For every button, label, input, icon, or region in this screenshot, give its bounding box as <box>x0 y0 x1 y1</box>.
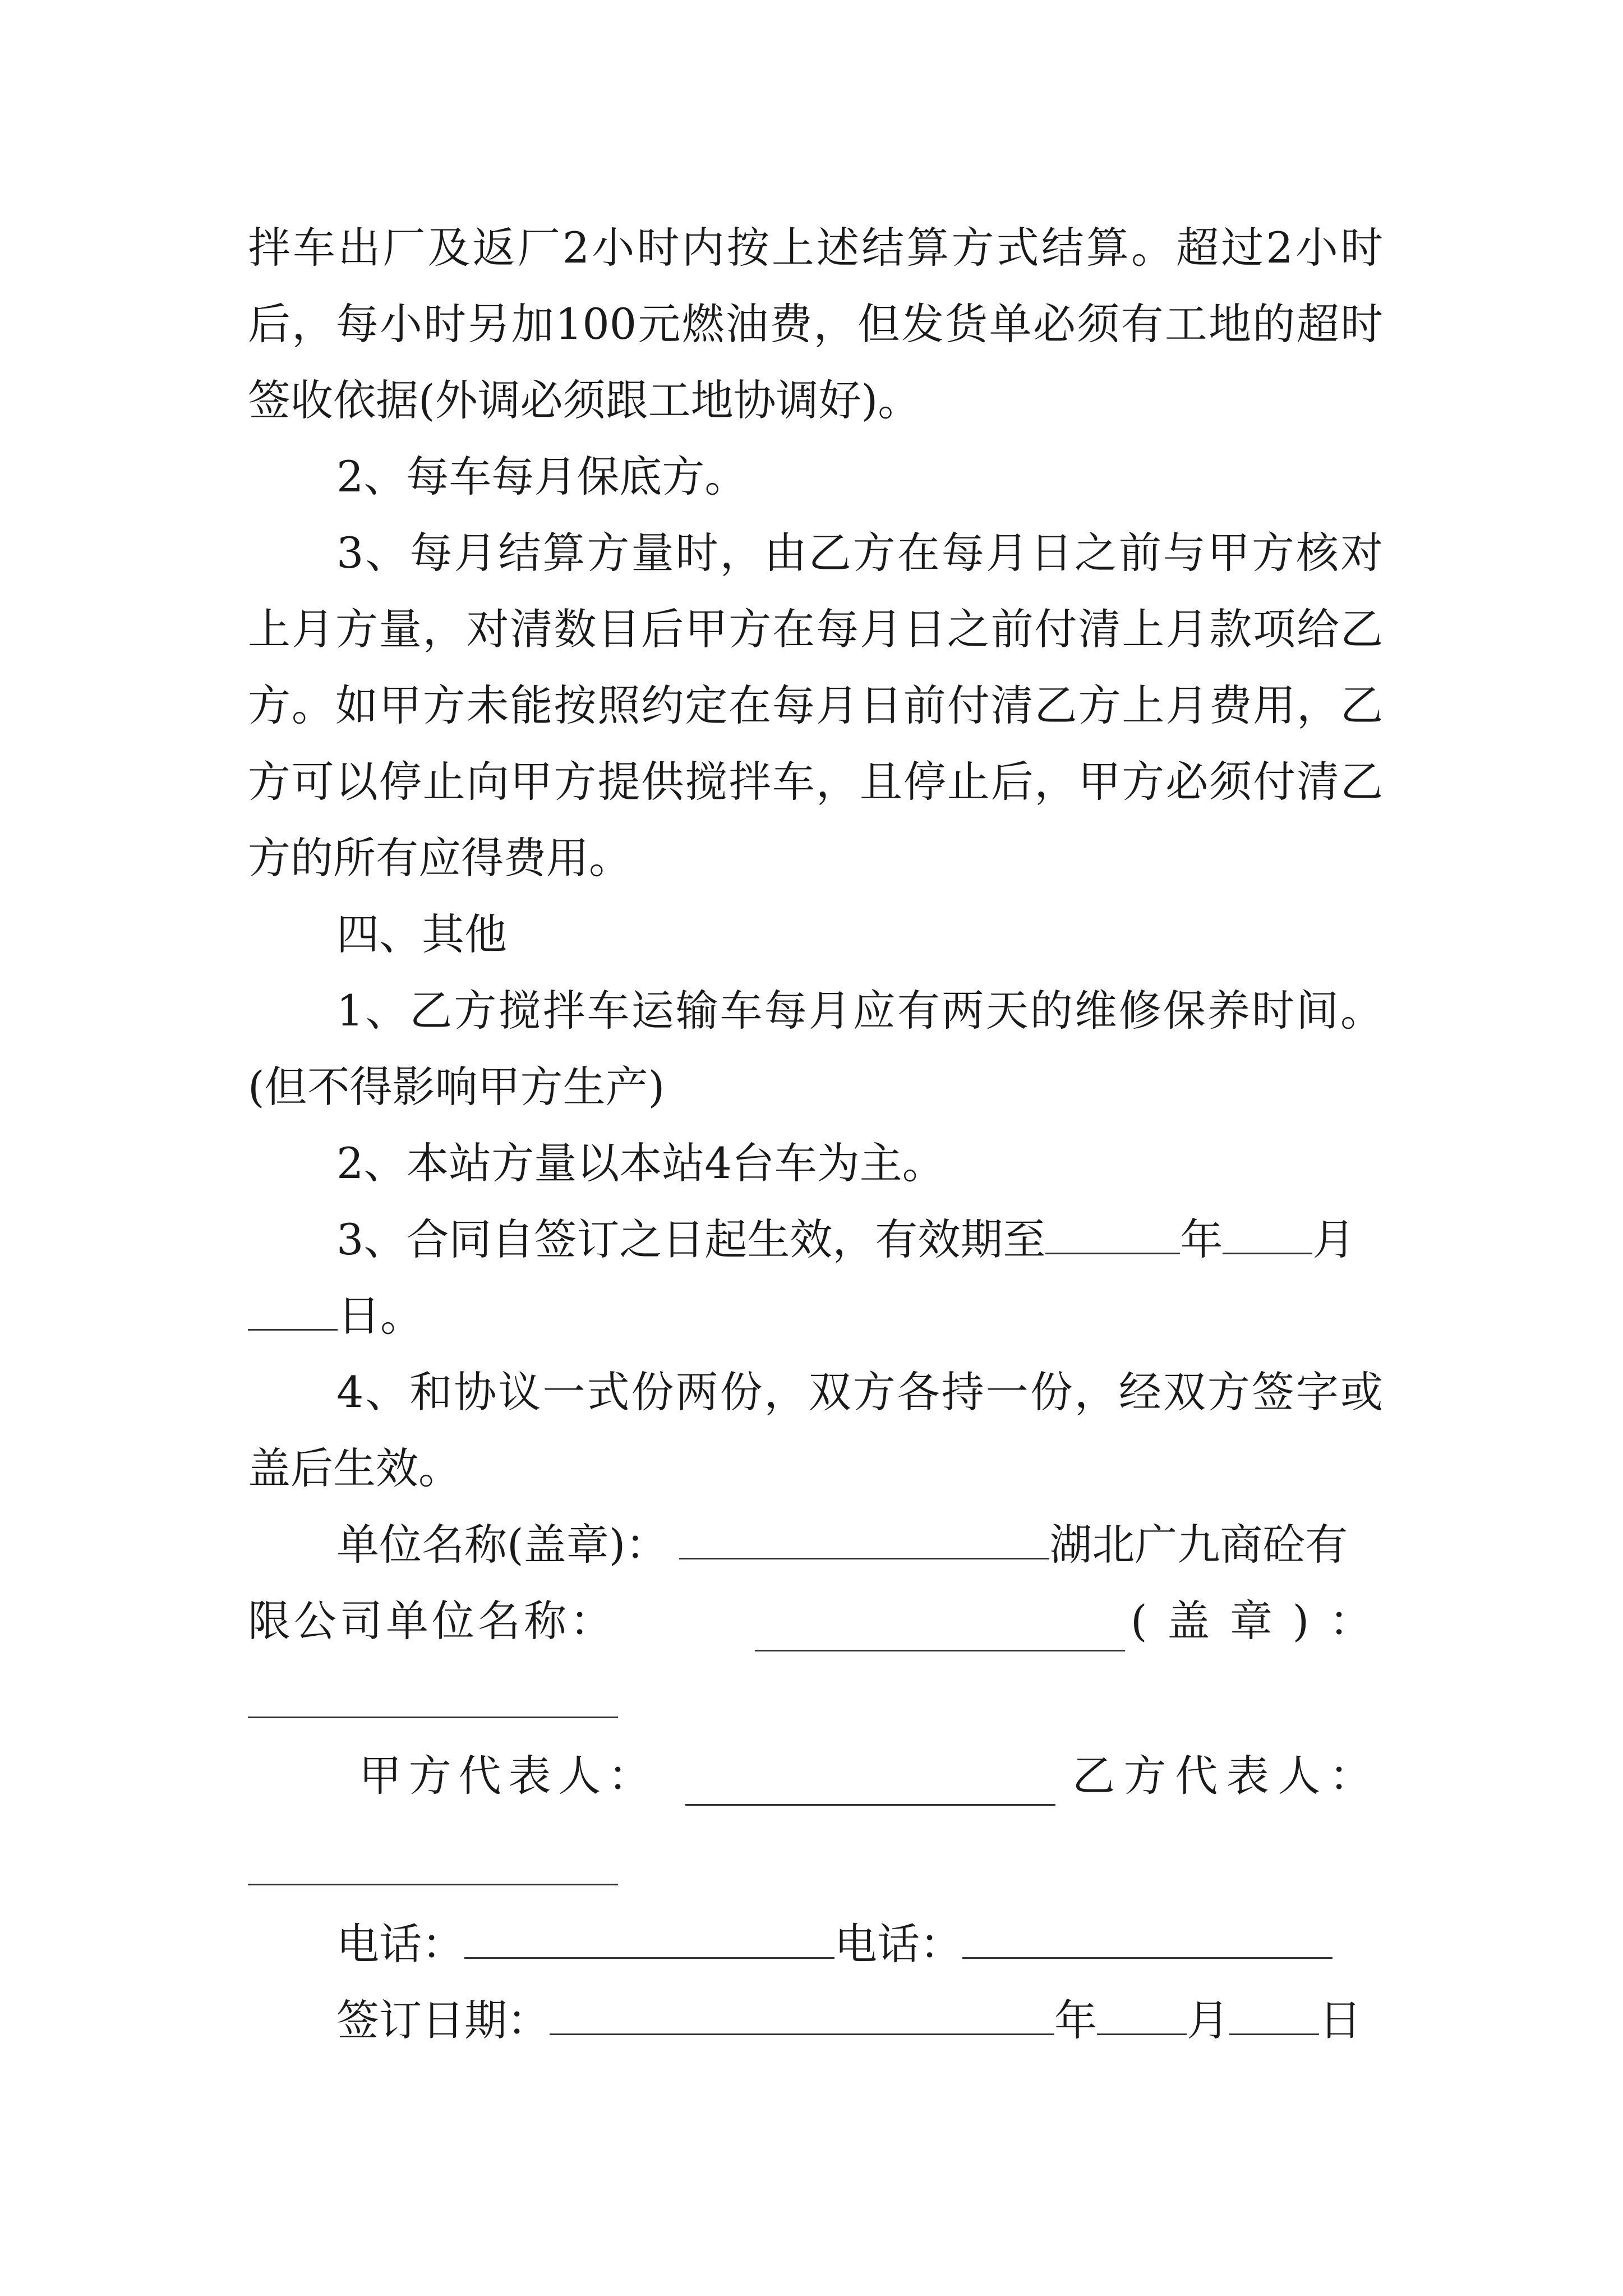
body-line-6: 上月方量，对清数目后甲方在每月日之前付清上月款项给乙 <box>248 604 1383 654</box>
signing-month-blank[interactable] <box>1097 1993 1187 2035</box>
signing-date-line <box>336 1981 1383 2060</box>
unit-name-label: 单位名称(盖章)： <box>336 1520 668 1570</box>
body-line-8: 方可以停止向甲方提供搅拌车，且停止后，甲方必须付清乙 <box>248 757 1383 807</box>
seal-blank[interactable] <box>248 1717 618 1718</box>
unit-name-blank[interactable] <box>679 1517 1049 1559</box>
clause-3-text: 3、合同自签订之日起生效，有效期至 <box>336 1214 1046 1264</box>
unit-name-label-2: 限公司单位名称： <box>248 1596 612 1646</box>
other-clause-4: 4、和协议一式份两份，双方各持一份，经双方签字或 <box>336 1367 1383 1417</box>
section-heading-other: 四、其他 <box>336 909 507 959</box>
body-line-15 <box>248 1277 1383 1355</box>
company-name-part: 湖北广九商砼有 <box>1049 1520 1348 1570</box>
signing-date-blank[interactable] <box>550 1993 1054 2035</box>
month-label: 月 <box>1312 1214 1355 1264</box>
signing-month-label: 月 <box>1187 1995 1229 2045</box>
other-clause-3 <box>336 1200 1383 1279</box>
body-line-1: 拌车出厂及返厂2小时内按上述结算方式结算。超过2小时 <box>248 223 1383 273</box>
year-label: 年 <box>1180 1214 1223 1264</box>
party-a-rep-label: 甲方代表人： <box>359 1751 651 1801</box>
party-b-rep-blank[interactable] <box>248 1884 618 1885</box>
party-a-rep-blank[interactable] <box>685 1804 1055 1806</box>
month-blank[interactable] <box>1223 1212 1312 1254</box>
body-line-12: (但不得影响甲方生产) <box>248 1062 665 1112</box>
party-b-phone-label: 电话： <box>834 1919 962 1969</box>
day-blank[interactable] <box>248 1289 338 1331</box>
other-clause-1: 1、乙方搅拌车运输车每月应有两天的维修保养时间。 <box>336 986 1383 1036</box>
clause-2-min-volume: 2、每车每月保底方。 <box>336 452 748 501</box>
party-b-rep-label: 乙方代表人： <box>1072 1751 1372 1801</box>
body-line-7: 方。如甲方未能按照约定在每月日前付清乙方上月费用，乙 <box>248 680 1383 730</box>
seal-label: (盖章)： <box>1131 1596 1372 1646</box>
signing-day-blank[interactable] <box>1229 1993 1319 2035</box>
year-blank[interactable] <box>1045 1212 1180 1254</box>
body-line-9: 方的所有应得费用。 <box>248 833 631 883</box>
signing-date-label: 签订日期： <box>336 1995 550 2045</box>
party-a-phone-blank[interactable] <box>464 1917 834 1959</box>
signing-year-label: 年 <box>1054 1995 1097 2045</box>
unit-name-blank-2[interactable] <box>755 1650 1125 1651</box>
clause-3-settlement: 3、每月结算方量时，由乙方在每月日之前与甲方核对 <box>336 528 1383 578</box>
body-line-17: 盖后生效。 <box>248 1443 461 1493</box>
body-line-3: 签收依据(外调必须跟工地协调好)。 <box>248 375 921 425</box>
day-label: 日。 <box>338 1291 423 1341</box>
phone-line <box>336 1905 1383 1984</box>
signing-day-label: 日 <box>1319 1995 1362 2045</box>
party-b-phone-blank[interactable] <box>962 1917 1332 1959</box>
signature-unit-name-line <box>336 1506 1383 1584</box>
party-a-phone-label: 电话： <box>336 1919 464 1969</box>
body-line-2: 后，每小时另加100元燃油费，但发货单必须有工地的超时 <box>248 299 1383 349</box>
other-clause-2: 2、本站方量以本站4台车为主。 <box>336 1138 945 1188</box>
